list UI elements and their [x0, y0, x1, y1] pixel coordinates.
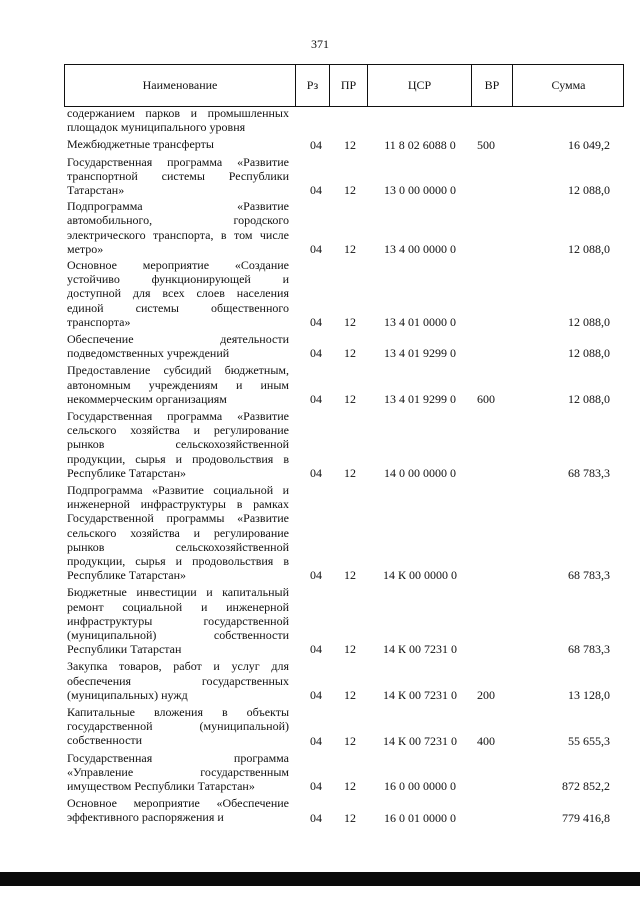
row-name — [67, 751, 289, 794]
header-csr: ЦСР — [368, 65, 472, 106]
row-name-line: рынков сельскохозяйственной — [67, 437, 289, 452]
row-name-line: (муниципальных) нужд — [67, 687, 188, 702]
row-pr: 12 — [344, 568, 356, 583]
row-sum: 12 088,0 — [568, 183, 610, 198]
table-header — [64, 64, 624, 107]
row-name-line: Обеспечение деятельности — [67, 332, 289, 346]
row-name-line: Основное мероприятие «Обеспечение — [67, 796, 289, 811]
row-sum: 68 783,3 — [568, 568, 610, 583]
row-name-line: Республики Татарстан — [67, 642, 182, 657]
row-name-line: Закупка товаров, работ и услуг для — [67, 659, 289, 674]
row-name-line: Межбюджетные трансферты — [67, 137, 214, 152]
row-name — [67, 258, 289, 329]
row-rz: 04 — [310, 779, 322, 794]
row-rz: 04 — [310, 391, 322, 406]
row-sum: 12 088,0 — [568, 315, 610, 329]
row-name-line: некоммерческим организациям — [67, 391, 227, 406]
row-name-line: эффективного распоряжения и — [67, 810, 224, 825]
row-pr: 12 — [344, 241, 356, 256]
row-name-line: содержанием парков и промышленных — [67, 106, 289, 120]
row-vr: 600 — [477, 391, 495, 406]
row-csr: 14 К 00 7231 0 — [382, 687, 457, 702]
row-pr: 12 — [344, 466, 356, 480]
row-pr: 12 — [344, 642, 356, 657]
table-row — [0, 106, 640, 134]
row-name-line: государственной (муниципальной) — [67, 719, 289, 734]
row-name-line: транспорта» — [67, 314, 131, 329]
row-name-line: ремонт социальной и инженерной — [67, 599, 289, 614]
row-name-line: Татарстан» — [67, 183, 125, 197]
row-csr: 16 0 01 0000 0 — [384, 810, 456, 825]
row-csr: 14 К 00 7231 0 — [382, 733, 457, 748]
row-name-line: (муниципальной) собственности — [67, 628, 289, 642]
row-name — [67, 137, 289, 151]
row-name — [67, 332, 289, 360]
row-name-line: подведомственных учреждений — [67, 346, 230, 361]
row-name-line: сельского хозяйства и регулирование — [67, 423, 289, 438]
row-rz: 04 — [310, 315, 322, 329]
row-rz: 04 — [310, 733, 322, 748]
row-vr: 200 — [477, 687, 495, 702]
header-rz: Рз — [296, 65, 330, 106]
table-row — [0, 483, 640, 582]
row-name-line: автомобильного, городского — [67, 213, 289, 228]
row-pr: 12 — [344, 346, 356, 361]
row-rz: 04 — [310, 466, 322, 480]
row-name-line: доступной для всех слоев населения — [67, 286, 289, 301]
row-csr: 13 4 01 9299 0 — [384, 346, 456, 361]
table-row — [0, 258, 640, 329]
row-name — [67, 585, 289, 656]
row-name-line: имуществом Республики Татарстан» — [67, 779, 255, 793]
row-name-line: обеспечения государственных — [67, 673, 289, 688]
table-row — [0, 751, 640, 794]
table-row — [0, 155, 640, 198]
row-name-line: транспортной системы Республики — [67, 168, 289, 183]
row-sum: 16 049,2 — [568, 137, 610, 152]
row-sum: 12 088,0 — [568, 241, 610, 256]
row-name-line: сельского хозяйства и регулирование — [67, 525, 289, 540]
row-sum: 12 088,0 — [568, 391, 610, 406]
row-name-line: метро» — [67, 241, 104, 256]
header-vr: ВР — [472, 65, 513, 106]
row-csr: 11 8 02 6088 0 — [384, 137, 456, 152]
page-number: 371 — [311, 37, 329, 51]
table-row — [0, 199, 640, 256]
header-pr: ПР — [330, 65, 368, 106]
row-name-line: продукции, сырья и продовольствия в — [67, 554, 289, 569]
row-csr: 13 4 01 0000 0 — [384, 315, 456, 329]
row-name-line: собственности — [67, 733, 143, 748]
row-name-line: единой системы общественного — [67, 300, 289, 315]
row-name-line: площадок муниципального уровня — [67, 120, 246, 135]
row-name-line: инфраструктуры государственной — [67, 613, 289, 628]
table-row — [0, 585, 640, 656]
table-row — [0, 137, 640, 151]
row-rz: 04 — [310, 241, 322, 256]
row-name-line: Республике Татарстан» — [67, 465, 187, 480]
row-pr: 12 — [344, 183, 356, 198]
table-row — [0, 705, 640, 748]
row-sum: 13 128,0 — [568, 687, 610, 702]
row-pr: 12 — [344, 687, 356, 702]
table-row — [0, 796, 640, 824]
header-sum: Сумма — [551, 78, 586, 92]
row-name-line: Республике Татарстан» — [67, 568, 187, 583]
table-row — [0, 332, 640, 360]
row-vr: 400 — [477, 733, 495, 748]
row-name-line: Государственной программы «Развитие — [67, 511, 289, 526]
row-csr: 14 К 00 7231 0 — [382, 642, 457, 657]
row-sum: 55 655,3 — [568, 733, 610, 748]
table-row — [0, 659, 640, 702]
row-rz: 04 — [310, 687, 322, 702]
row-name-line: Предоставление субсидий бюджетным, — [67, 363, 289, 378]
row-pr: 12 — [344, 733, 356, 748]
row-csr: 16 0 00 0000 0 — [384, 779, 456, 794]
row-name-line: устойчиво функционирующей и — [67, 272, 289, 287]
row-rz: 04 — [310, 568, 322, 583]
table-row — [0, 409, 640, 480]
row-sum: 872 852,2 — [562, 779, 610, 794]
row-name-line: Государственная программа «Развитие — [67, 409, 289, 423]
row-name — [67, 363, 289, 406]
row-name-line: «Управление государственным — [67, 764, 289, 779]
row-pr: 12 — [344, 137, 356, 152]
row-name — [67, 409, 289, 480]
row-sum: 12 088,0 — [568, 346, 610, 361]
row-name — [67, 705, 289, 748]
row-name-line: Бюджетные инвестиции и капитальный — [67, 585, 289, 600]
row-sum: 779 416,8 — [562, 810, 610, 825]
row-name-line: Государственная программа «Развитие — [67, 154, 289, 169]
row-name-line: Подпрограмма «Развитие социальной и — [67, 483, 289, 497]
row-sum: 68 783,3 — [568, 642, 610, 657]
row-name-line: Основное мероприятие «Создание — [67, 258, 289, 272]
row-rz: 04 — [310, 137, 322, 152]
row-name-line: рынков сельскохозяйственной — [67, 539, 289, 554]
row-name-line: электрического транспорта, в том числе — [67, 227, 289, 242]
row-csr: 13 4 01 9299 0 — [384, 391, 456, 406]
row-rz: 04 — [310, 346, 322, 361]
row-name — [67, 659, 289, 702]
table-row — [0, 363, 640, 406]
header-name: Наименование — [65, 65, 296, 106]
row-csr: 13 0 00 0000 0 — [384, 183, 456, 198]
row-pr: 12 — [344, 810, 356, 825]
row-csr: 13 4 00 0000 0 — [384, 241, 456, 256]
row-name-line: автономным учреждениям и иным — [67, 377, 289, 392]
row-rz: 04 — [310, 810, 322, 825]
row-name-line: продукции, сырья и продовольствия в — [67, 451, 289, 466]
row-pr: 12 — [344, 315, 356, 329]
row-pr: 12 — [344, 779, 356, 794]
row-csr: 14 К 00 0000 0 — [382, 568, 457, 583]
row-name — [67, 199, 289, 256]
scan-edge-bar — [0, 872, 640, 886]
row-name — [67, 106, 289, 134]
row-rz: 04 — [310, 642, 322, 657]
row-name — [67, 796, 289, 824]
row-name — [67, 483, 289, 582]
row-csr: 14 0 00 0000 0 — [384, 466, 456, 480]
row-name-line: Государственная программа — [67, 750, 289, 765]
row-name — [67, 155, 289, 198]
row-sum: 68 783,3 — [568, 466, 610, 480]
row-name-line: инженерной инфраструктуры в рамках — [67, 497, 289, 512]
row-name-line: Капитальные вложения в объекты — [67, 705, 289, 719]
row-rz: 04 — [310, 183, 322, 198]
row-pr: 12 — [344, 391, 356, 406]
row-name-line: Подпрограмма «Развитие — [67, 199, 289, 214]
row-vr: 500 — [477, 137, 495, 152]
